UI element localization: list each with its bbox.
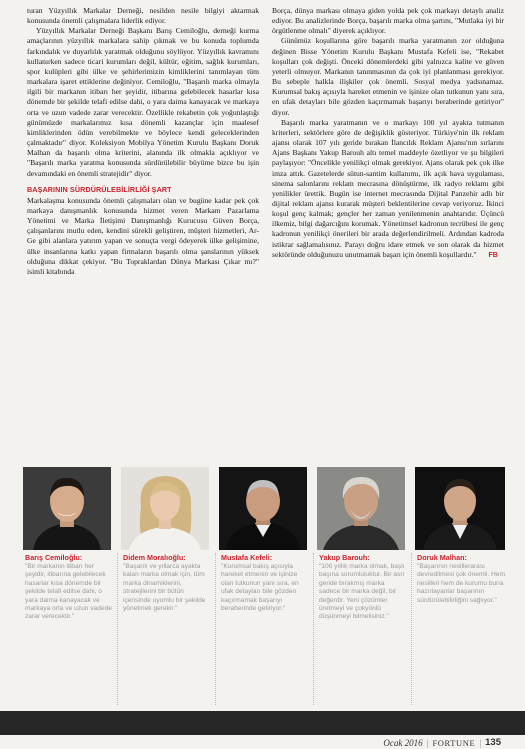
profile-name: Barış Cemiloğlu:: [25, 553, 83, 562]
profile-card: [221, 553, 309, 613]
end-mark: FB: [488, 251, 498, 259]
profile-name: Mustafa Kefeli:: [221, 553, 273, 562]
portrait-photo-baris-cemiloglu: [23, 467, 111, 550]
profile-card: [417, 553, 505, 605]
profile-quote: "Bir markanın itibarı her şeyidir, itibarına gelebilecek hasarlar kısa dönemde bir şekilde telafi edilse dahi, o yara daima kanayacak ve markaya orta ve uzun vadede zarar verecektir.": [25, 563, 112, 621]
profile-card: [319, 553, 407, 622]
footer-separator: |: [479, 737, 482, 748]
portrait-photo-yakup-barouh: [317, 467, 405, 550]
profile-card: [123, 553, 211, 613]
article-paragraph: Markalaşma konusunda önemli çalışmaları olan ve bugüne kadar pek çok markaya danışmanlık konusunda hizmet veren Markam Pazarlama Yönetimi ve Marka İletişimi Danışmanlığı Kurucusu Güven Borça, çalışanlarını mutlu eden, kendini sürekli geliştiren, müşteri hizmetleri, Ar-Ge gibi alanlara yatırım yapan ve sonuçta vergi ödeyerek ülke gelişimine, ülke insanlarına katkı yapan firmaların başarılı olma şanslarının yüksek olduğuna dikkat çekiyor. "Bu Topraklardan Dünya Markası Çıkar mı?" isimli kitabında: [27, 195, 259, 276]
profile-quote: "100 yıllık marka olmak, başlı başına sorumluluktur. Bir asrı geride bırakmış marka sadece bir marka değil, bir değerdir. Yeni çözümler üretmeyi ve çokyönlü düşünmeyi bilmelisiniz.": [319, 563, 405, 621]
profile-name: Doruk Malhan:: [417, 553, 467, 562]
footer-separator: |: [426, 737, 429, 748]
article-left-column: [27, 6, 259, 277]
magazine-name: FORTUNE: [432, 737, 476, 748]
portrait-photo-didem-moralioglu: [121, 467, 209, 550]
column-divider: [313, 553, 314, 705]
article-right-column: [272, 6, 504, 261]
issue-date: Ocak 2016: [383, 737, 423, 748]
portrait-photo-doruk-malhan: [415, 467, 505, 550]
profile-quote: "Kurumsal bakış açısıyla hareket etmenin ve işinize olan tutkunun yanı sıra, en ufak detayları bile gözden kaçırmamak başarıyı beraberinde getiriyor.": [221, 563, 299, 613]
footer-band: [0, 711, 525, 735]
portrait-photo-mustafa-kefeli: [219, 467, 307, 550]
profile-quote: "Başarılı ve yıllarca ayakta kalan marka olmak için, tüm marka dinamiklerini, stratejilerini bir bütün içerisinde uyumlu bir şekilde yönetmek gerekir.": [123, 563, 206, 613]
column-divider: [117, 553, 118, 705]
article-paragraph: turan Yüzyıllık Markalar Derneği, nesilden nesile bilgiyi aktarmak konusunda önemli çalışmalara liderlik ediyor.: [27, 6, 259, 26]
page-number: 135: [485, 737, 501, 748]
page-footer: [383, 736, 501, 749]
article-paragraph: Borça, dünya markası olmaya giden yolda pek çok markayı detaylı analiz ediyor. Bu analizlerinde Borça, başarılı marka olma şartını, "Mutlaka iyi bir örgütlenme olmalı" diyerek açıklıyor.: [272, 6, 504, 36]
profile-quote: "Başarının nesillerarası devredilmesi çok önemli. Hem nesilleri hem de kurumu buna hazırlayanlar başarının sürdürülebilirliğini sağlıyor.": [417, 563, 505, 604]
article-paragraph: Yüzyıllık Markalar Derneği Başkanı Barış Cemiloğlu, derneği kurma amaçlarının yüzyıllık markalara sahip çıkmak ve bu konuda toplumda farkındalık ve duyarlılık yaratmak olduğunu söylüyor. Yüzyıllık kavramını kullanırken sadece ticari kurumları değil, kültür, eğitim, sağlık kurumları, spor kulüpleri gibi ülke ve şehirlerimizin kimliklerini tanımlayan tüm markalara işaret ettiklerine değiniyor. Cemiloğlu, "Başarılı marka olmayla ilgili bir markanın itibarı her şeyidir, itibarına gelebilecek hasarlar kısa dönemde bir şekilde telafi edilse dahi, o yara daima kanayacak ve markaya orta ve uzun vadede zarar verecektir. Özellikle rekabetin çok yoğunlaştığı günümüzde markalarımız kısa dönemli kazançlar için maalesef kimliklerinden ödün verebilmekte ve böylece kendi geleceklerinden çalmaktadır" diyor. Koleksiyon Mobilya Yönetim Kurulu Başkanı Doruk Malhan da başarılı olma kriterini, alanında ilk olmakla açıklıyor ve "Başarılı marka yaratma konusunda sürdürülebilir büyüme bizce bu işin devamındaki en önemli stratejidir" diyor.: [27, 26, 259, 178]
portrait-strip: [23, 467, 505, 550]
article-paragraph-text: Başarılı marka yaratmanın ve o markayı 100 yıl ayakta tutmanın kriterleri, sektörlere göre de değişiklik gösteriyor. Türkiye'nin ilk reklam ajansı olarak 107 yılı geride bırakan İlancılık Reklam Ajansı'nın sırlarını Ajans Başkanı Yakup Barouh altı temel maddeyle özetliyor ve şu bilgileri paylaşıyor: "Öncelikle yenilikçi olmak gerekiyor. Ajans olarak pek çok ilke imza attık. Gazetelerde sütun-santim kullanımı, ilk açık hava uygulaması, sinema salonlarını reklam mecrasına dönüştürme, ilk radyo reklamı gibi yenilikler ürettik. Bugün ise internet mecrasında Dijital Panzehir adlı bir dijital reklam ajansı kurarak müşteri beklentilerine cevap veriyoruz. İkinci koşul genç kalmak; gençler her zaman yenilenmenin anahtarıdır. Üçüncü ilkemiz, bilgi dağarcığını korumak. Yönetimsel kadronun tecrübesi ile genç kadronun yenilikçi önerileri bir arada değerlendirilmeli. Ardından kadroda istikrar sağlamalısınız. Parayı doğru idare etmek ve son olarak da hizmet sektöründe olduğunuzu unutmamak başarı için önemli koşullardır.": [272, 117, 504, 259]
profile-name: Didem Moralıoğlu:: [123, 553, 186, 562]
column-divider: [411, 553, 412, 705]
article-paragraph: [272, 118, 504, 261]
section-subheading: BAŞARININ SÜRDÜRÜLEBİLİRLİĞİ ŞART: [27, 184, 172, 194]
article-paragraph: Günümüz koşullarına göre başarılı marka yaratmanın zor olduğuna değinen Bisse Yönetim Kurulu Başkanı Mustafa Kefeli ise, "Rekabet koşulları çok değişti. Önceki dönemlerdeki gibi yalnızca kalite ve güven yeterli olmuyor. Markanın tanınmasının da çok iyi planlanması gerekiyor. Bu sebeple halkla ilişkiler çok önemli. Sosyal medya yadsınamaz. Kurumsal bakış açısıyla hareket etmenin ve işinize olan tutkunun yanı sıra, en ufak detayları bile gözden kaçırmamak başarıyı beraberinde getiriyor" diyor.: [272, 36, 504, 117]
profile-name: Yakup Barouh:: [319, 553, 370, 562]
profile-card: [25, 553, 113, 622]
column-divider: [215, 553, 216, 705]
